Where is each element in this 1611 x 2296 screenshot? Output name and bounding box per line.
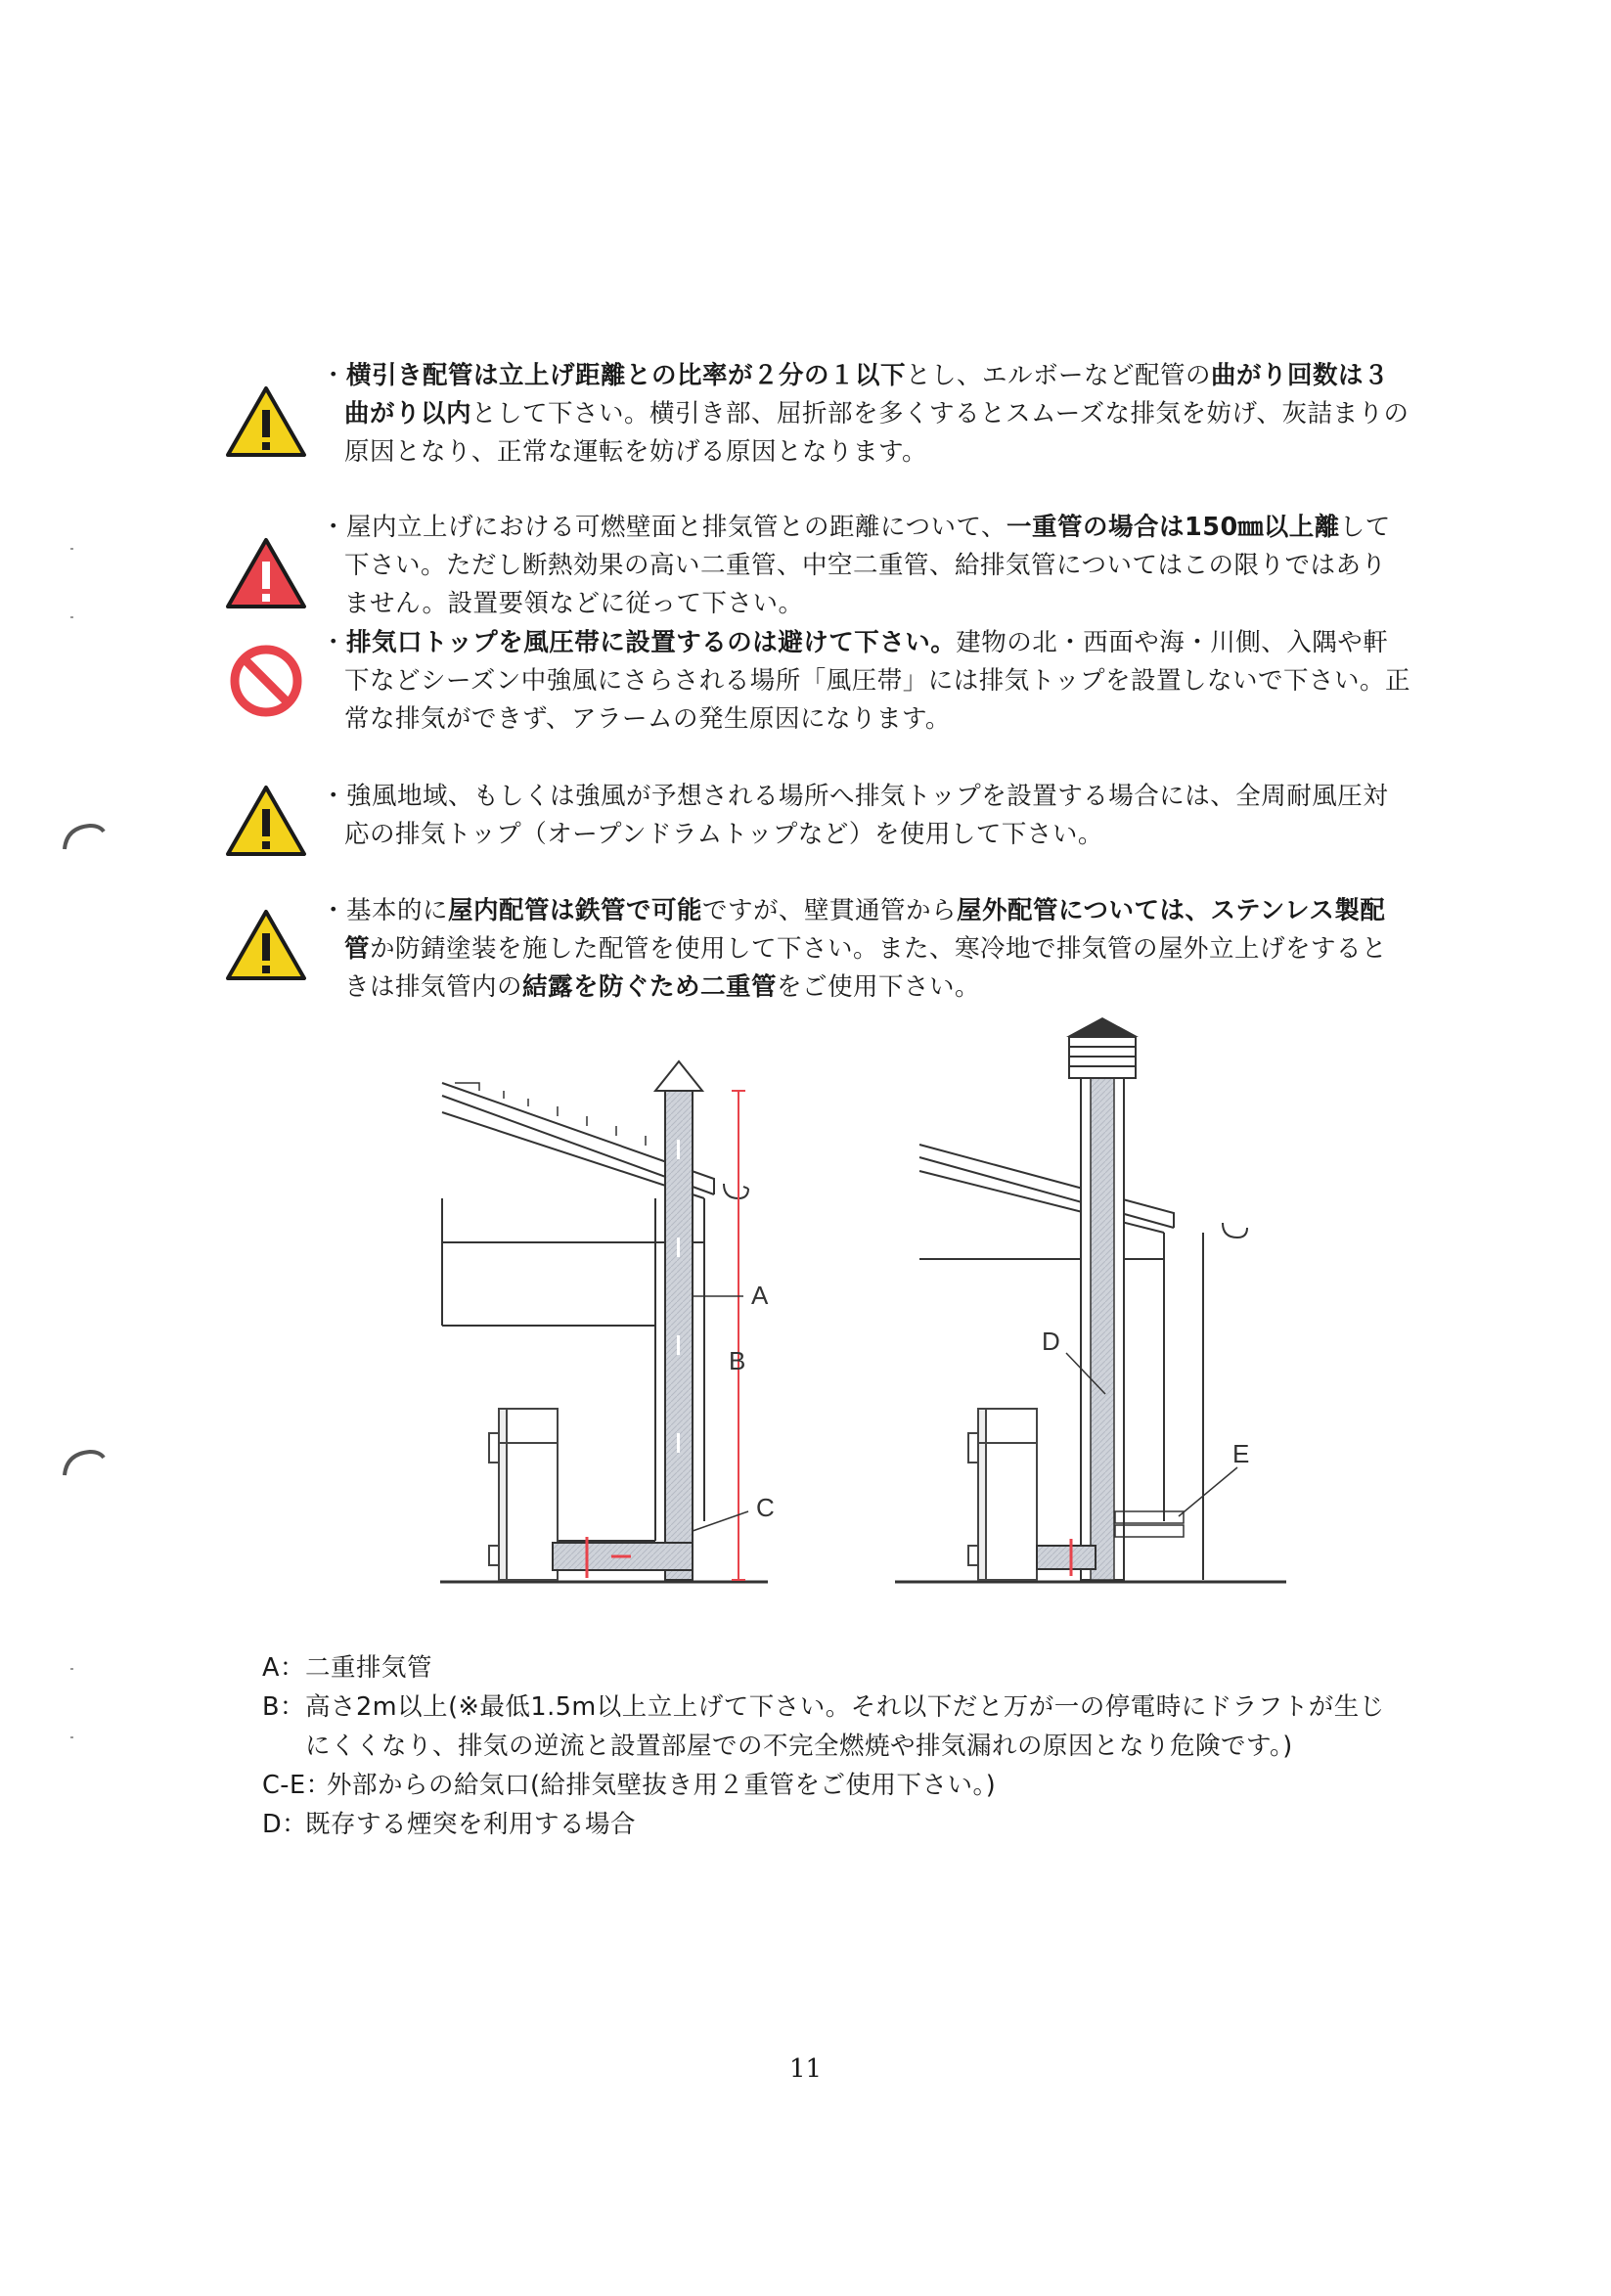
warning-yellow-icon xyxy=(225,908,307,982)
legend-key: D： xyxy=(262,1810,308,1839)
legend-key: C-E： xyxy=(262,1771,332,1800)
figure-double-wall-flue xyxy=(440,1083,768,1582)
notice-text xyxy=(321,778,1410,854)
legend-text: 外部からの給気口(給排気壁抜き用２重管をご使用下さい。) xyxy=(327,1771,997,1800)
punch-hole-mark xyxy=(61,1446,106,1491)
notice-paragraph xyxy=(321,778,1410,854)
warning-yellow-icon xyxy=(225,384,307,459)
notice-paragraph xyxy=(321,892,1410,1007)
legend-text: 二重排気管 xyxy=(305,1653,433,1683)
legend-row-a xyxy=(262,1648,1397,1688)
notice-emphasis: 屋外配管については、ステンレス製配管 xyxy=(344,896,1386,964)
notice-run: して下さい。ただし断熱効果の高い二重管、中空二重管、給排気管についてはこの限りではありません。設置要領などに従って下さい。 xyxy=(344,513,1391,618)
notice-emphasis: 横引き配管は立上げ距離との比率が２分の１以下 xyxy=(346,361,907,390)
legend-text: 既存する煙突を利用する場合 xyxy=(305,1810,637,1839)
notice-run: ・屋内立上げにおける可燃壁面と排気管との距離について、 xyxy=(321,513,1007,542)
notice-paragraph xyxy=(321,509,1410,623)
notice-emphasis: 排気口トップを風圧帯に設置するのは避けて下さい。 xyxy=(346,628,957,657)
pellet-stove-left xyxy=(489,1409,558,1580)
page-number: 11 xyxy=(788,2054,823,2084)
legend-key: A： xyxy=(262,1653,305,1683)
notice-run: ・強風地域、もしくは強風が予想される場所へ排気トップを設置する場合には、全周耐風圧対応の排気トップ（オープンドラムトップなど）を使用して下さい。 xyxy=(321,782,1389,849)
height-marker-b xyxy=(732,1091,745,1580)
label-d: D xyxy=(1042,1327,1060,1356)
notice-text xyxy=(321,892,1410,1007)
notice-paragraph xyxy=(321,624,1410,739)
diagram-legend xyxy=(262,1648,1397,1844)
notice-text xyxy=(321,357,1410,472)
notice-run: か防錆塗装を施した配管を使用して下さい。また、寒冷地で排気管の屋外立上げをするときは排気管内の xyxy=(344,934,1388,1002)
label-e: E xyxy=(1232,1439,1250,1468)
legend-row-b xyxy=(262,1688,1397,1766)
warning-red-icon xyxy=(225,536,307,610)
legend-key: B： xyxy=(262,1692,305,1722)
flue-installation-diagram xyxy=(430,1003,1291,1614)
notice-emphasis: 曲がり回数は３曲がり以内 xyxy=(344,361,1390,428)
notice-emphasis: 一重管の場合は150㎜以上離 xyxy=(1006,513,1340,542)
notice-run: とし、エルボーなど配管の xyxy=(906,361,1212,390)
legend-row-d xyxy=(262,1805,1397,1844)
punch-hole-mark xyxy=(61,820,106,865)
pellet-stove-right xyxy=(968,1409,1037,1580)
label-c: C xyxy=(756,1493,775,1522)
scan-speck xyxy=(70,1736,73,1738)
notice-run: として下さい。横引き部、屈折部を多くするとスムーズな排気を妨げ、灰詰まりの原因となり、正常な運転を妨げる原因となります。 xyxy=(344,399,1410,467)
warning-yellow-icon xyxy=(225,784,307,858)
notice-run: ・ xyxy=(321,361,347,390)
notice-run: ・基本的に xyxy=(321,896,449,925)
flue-pipe-a xyxy=(553,1061,702,1580)
label-b: B xyxy=(729,1346,746,1375)
scan-speck xyxy=(70,548,73,550)
notice-run: をご使用下さい。 xyxy=(777,972,981,1002)
notice-run: ですが、壁貫通管から xyxy=(702,896,958,925)
legend-row-c-e xyxy=(262,1766,1397,1805)
notice-run: ・ xyxy=(321,628,347,657)
scan-speck xyxy=(70,1668,73,1670)
prohibition-icon xyxy=(225,644,307,718)
notice-run: 建物の北・西面や海・川側、入隅や軒下などシーズン中強風にさらされる場所「風圧帯」には排気トップを設置しないで下さい。正常な排気ができず、アラームの発生原因になります。 xyxy=(344,628,1410,734)
notice-paragraph xyxy=(321,357,1410,472)
label-a: A xyxy=(751,1281,769,1310)
notice-emphasis: 結露を防ぐため二重管 xyxy=(522,972,778,1002)
legend-text: 高さ2m以上(※最低1.5m以上立上げて下さい。それ以下だと万が一の停電時にドラフトが生じにくくなり、排気の逆流と設置部屋での不完全燃焼や排気漏れの原因となり危険です。) xyxy=(305,1692,1385,1761)
notice-text xyxy=(321,509,1410,623)
scan-speck xyxy=(70,616,73,618)
notice-text xyxy=(321,624,1410,739)
notice-emphasis: 屋内配管は鉄管で可能 xyxy=(448,896,703,925)
existing-chimney-d xyxy=(1037,1017,1184,1580)
